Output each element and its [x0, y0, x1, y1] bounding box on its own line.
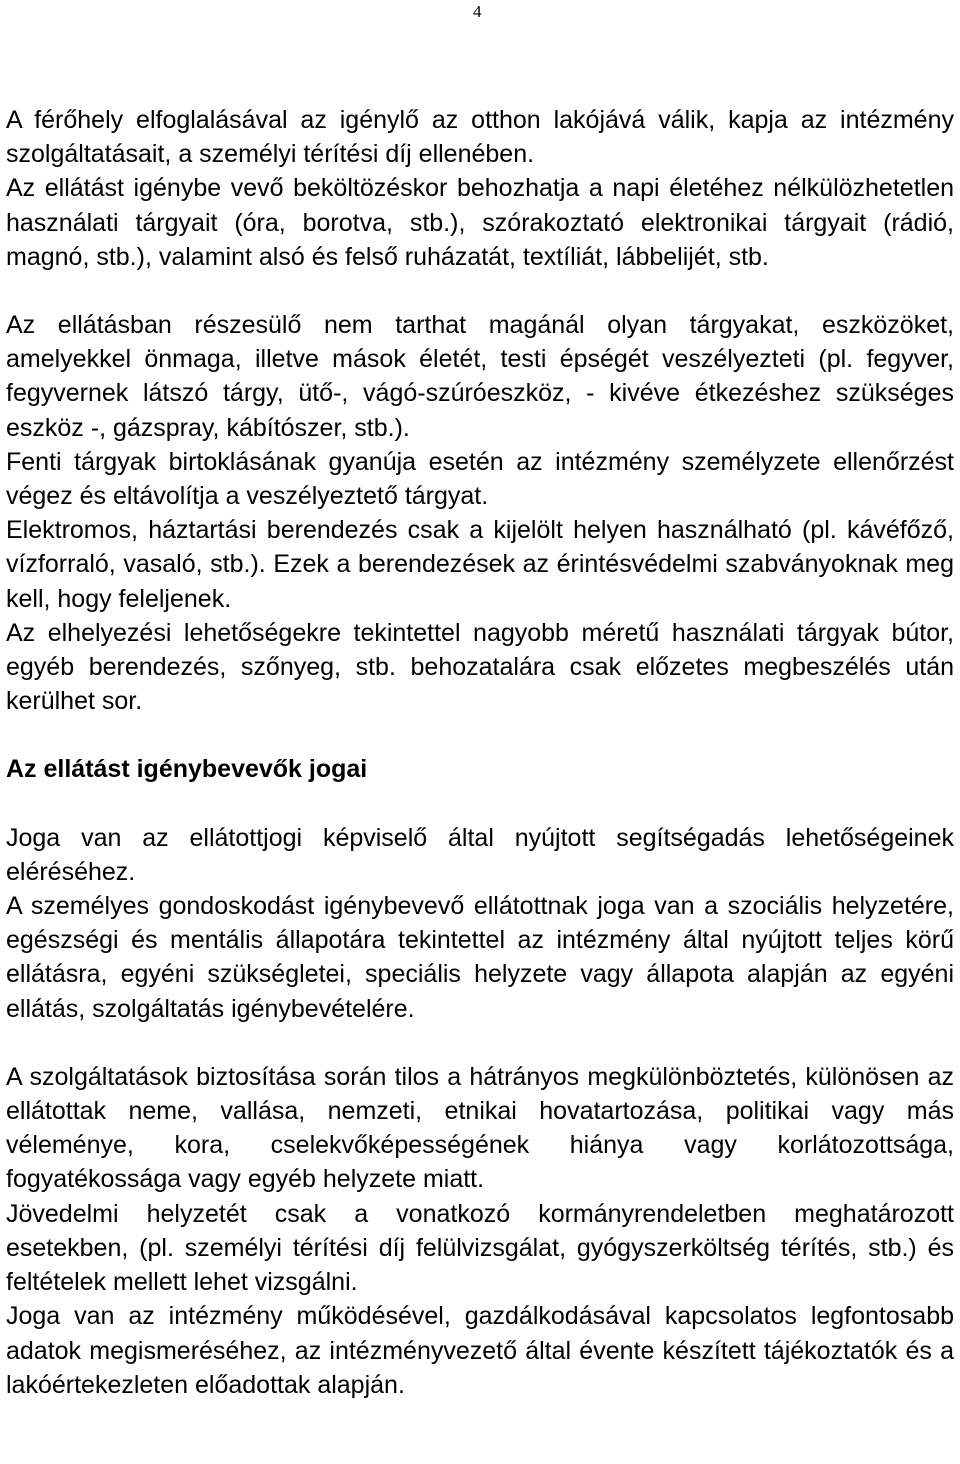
paragraph: Fenti tárgyak birtoklásának gyanúja esetén az intézmény személyzete ellenőrzést végez és eltávolítja a veszélyeztető tárgyat. — [6, 447, 954, 511]
paragraph-spacer — [6, 787, 954, 821]
paragraph: Az elhelyezési lehetőségekre tekintettel nagyobb méretű használati tárgyak bútor, egyéb berendezés, szőnyeg, stb. behozatalára csak előzetes megbeszélés után kerülhet sor. — [6, 618, 954, 716]
paragraph: A férőhely elfoglalásával az igénylő az otthon lakójává válik, kapja az intézmény szolgáltatásait, a személyi térítési díj ellenében. — [6, 106, 954, 169]
paragraph: Elektromos, háztartási berendezés csak a kijelölt helyen használható (pl. kávéfőző, vízforraló, vasaló, stb.). Ezek a berendezések az érintésvédelmi szabványoknak meg kell, hogy feleljenek. — [6, 516, 954, 613]
paragraph: Az ellátásban részesülő nem tarthat magánál olyan tárgyakat, eszközöket, amelyekkel önmaga, illetve mások életét, testi épségét veszélyezteti (pl. fegyver, fegyvernek látszó tárgy, ütő-, vágó-szúróeszköz, - kivéve étkezéshez szükséges eszköz -, gázspray, kábítószer, stb.). — [6, 311, 954, 442]
paragraph: Joga van az intézmény működésével, gazdálkodásával kapcsolatos legfontosabb adatok megismeréséhez, az intézményvezető által évente készített tájékoztatók és a lakóértekezleten előadottak alapján. — [6, 1302, 954, 1399]
paragraph: A személyes gondoskodást igénybevevő ellátottnak joga van a szociális helyzetére, egészségi és mentális állapotára tekintettel az intézmény által nyújtott teljes körű ellátásra, egyéni szükségletei, speciális helyzete vagy állapota alapján az egyéni ellátás, szolgáltatás igénybevételére. — [6, 892, 954, 1023]
paragraph: A szolgáltatások biztosítása során tilos a hátrányos megkülönböztetés, különösen az ellátottak neme, vallása, nemzeti, etnikai hovatartozása, politikai vagy más véleménye, kora, cselekvőképességének hiánya vagy korlátozottsága, fogyatékossága vagy egyéb helyzete miatt. — [6, 1062, 954, 1194]
paragraph-spacer — [6, 718, 954, 752]
paragraph: Az ellátást igénybe vevő beköltözéskor behozhatja a napi életéhez nélkülözhetetlen használati tárgyait (óra, borotva, stb.), szórakoztató elektronikai tárgyait (rádió, magnó, stb.), valamint alsó és felső ruházatát, textíliát, lábbelijét, stb. — [6, 174, 954, 271]
page-number: 4 — [473, 2, 482, 21]
paragraph-spacer — [6, 1026, 954, 1060]
section-heading: Az ellátást igénybevevők jogai — [6, 755, 368, 784]
document-body — [6, 103, 954, 1402]
paragraph: Jövedelmi helyzetét csak a vonatkozó kormányrendeletben meghatározott esetekben, (pl. személyi térítési díj felülvizsgálat, gyógyszerköltség térítés, stb.) és feltételek mellett lehet vizsgálni. — [6, 1199, 954, 1297]
paragraph-spacer — [6, 274, 954, 308]
paragraph: Joga van az ellátottjogi képviselő által nyújtott segítségadás lehetőségeinek eléréséhez. — [6, 823, 954, 886]
